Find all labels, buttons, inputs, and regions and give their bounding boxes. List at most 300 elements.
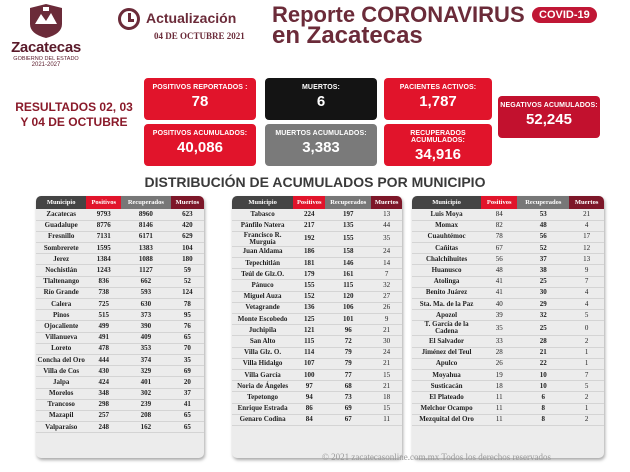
muertos-cell: 104 [171,243,204,254]
muertos-cell: 41 [171,399,204,410]
municipio-cell: Loreto [36,343,86,354]
municipio-cell: Concha del Oro [36,354,86,365]
positivos-cell: 39 [481,310,517,321]
muertos-cell: 180 [171,254,204,265]
column-header-muertos: Muertos [371,196,402,209]
municipio-cell: Genaro Codina [232,414,293,425]
municipio-cell: Valparaíso [36,422,86,433]
muertos-cell: 4 [569,220,604,231]
table-row [36,209,204,220]
table-row [232,280,402,291]
muertos-cell: 2 [569,392,604,403]
table-row [232,246,402,257]
column-header-recuperados: Recuperados [121,196,171,209]
title-line-2: en Zacatecas [272,22,423,49]
municipio-cell: Fresnillo [36,231,86,242]
recuperados-cell: 1127 [121,265,171,276]
municipio-cell: Noria de Ángeles [232,381,293,392]
table-row [36,299,204,310]
positivos-cell: 155 [293,280,325,291]
table-row [36,220,204,231]
recuperados-cell: 1383 [121,243,171,254]
positivos-cell: 1595 [86,243,121,254]
municipio-cell: Cuauhtémoc [412,231,481,242]
positivos-cell: 348 [86,388,121,399]
municipio-cell: Sombrerete [36,243,86,254]
positivos-cell: 136 [293,302,325,313]
municipio-cell: Benito Juárez [412,287,481,298]
positivos-cell: 82 [481,220,517,231]
muertos-cell: 70 [171,343,204,354]
recuperados-cell: 374 [121,354,171,365]
table-row [412,369,604,380]
muertos-cell: 35 [371,231,402,246]
recuperados-cell: 6 [517,392,569,403]
recuperados-cell: 8 [517,414,569,425]
municipio-cell: Morelos [36,388,86,399]
recuperados-cell: 73 [325,392,371,403]
muertos-cell: 27 [371,291,402,302]
positivos-cell: 444 [86,354,121,365]
muertos-cell: 1 [569,347,604,358]
municipio-cell: Vetagrande [232,302,293,313]
muertos-cell: 15 [371,403,402,414]
table-row [412,209,604,220]
table-row [36,354,204,365]
muertos-cell: 44 [371,220,402,231]
recuperados-cell: 302 [121,388,171,399]
table-row [412,254,604,265]
positivos-cell: 186 [293,246,325,257]
positivos-cell: 257 [86,410,121,421]
report-title [272,2,628,48]
recuperados-cell: 37 [517,254,569,265]
column-header-municipio: Municipio [232,196,293,209]
muertos-cell: 76 [171,321,204,332]
table-row [412,347,604,358]
stat-label: RECUPERADOS ACUMULADOS: [410,130,466,144]
positivos-cell: 86 [293,403,325,414]
stat-label: NEGATIVOS ACUMULADOS: [500,102,598,109]
recuperados-cell: 239 [121,399,171,410]
table-row [412,220,604,231]
recuperados-cell: 6171 [121,231,171,242]
state-seal-icon [26,4,66,38]
stat-pacientes-activos [384,78,492,120]
resultados-line-2: Y 04 DE OCTUBRE [20,115,128,129]
municipio-cell: Trancoso [36,399,86,410]
table-row [412,265,604,276]
stat-recuperados-acumulados [384,124,492,166]
positivos-cell: 26 [481,358,517,369]
positivos-cell: 84 [293,414,325,425]
muertos-cell: 24 [371,246,402,257]
positivos-cell: 114 [293,347,325,358]
table-row [36,265,204,276]
recuperados-cell: 409 [121,332,171,343]
recuperados-cell: 373 [121,310,171,321]
muertos-cell: 18 [371,392,402,403]
municipio-cell: Calera [36,299,86,310]
positivos-cell: 41 [481,276,517,287]
table-row [412,287,604,298]
table-row [36,422,204,433]
table-row [232,209,402,220]
table-row [232,414,402,425]
muertos-cell: 95 [171,310,204,321]
logo-sub: GOBIERNO DEL ESTADO [13,56,79,62]
recuperados-cell: 21 [517,347,569,358]
positivos-cell: 40 [481,299,517,310]
muertos-cell: 2 [569,336,604,347]
muertos-cell: 59 [171,265,204,276]
municipio-cell: Río Grande [36,287,86,298]
positivos-cell: 499 [86,321,121,332]
recuperados-cell: 67 [325,414,371,425]
table-row [36,231,204,242]
positivos-cell: 56 [481,254,517,265]
municipio-cell: Mezquital del Oro [412,414,481,425]
municipio-cell: Chalchihuites [412,254,481,265]
muertos-cell: 623 [171,209,204,220]
municipality-table-1 [36,196,204,458]
muertos-cell: 21 [371,358,402,369]
stat-value: 3,383 [302,139,340,156]
positivos-cell: 430 [86,366,121,377]
recuperados-cell: 115 [325,280,371,291]
positivos-cell: 115 [293,336,325,347]
muertos-cell: 21 [371,325,402,336]
positivos-cell: 1384 [86,254,121,265]
logo [4,4,88,76]
municipio-cell: Mazapil [36,410,86,421]
municipio-cell: T. García de la Cadena [412,321,481,336]
recuperados-cell: 162 [121,422,171,433]
update-date: 04 DE OCTUBRE 2021 [154,31,245,41]
table-row [232,314,402,325]
positivos-cell: 67 [481,243,517,254]
column-header-positivos: Positivos [293,196,325,209]
municipio-cell: Momax [412,220,481,231]
positivos-cell: 100 [293,369,325,380]
table-row [412,243,604,254]
municipio-cell: Ojocaliente [36,321,86,332]
stat-value: 34,916 [415,146,461,163]
positivos-cell: 78 [481,231,517,242]
stat-value: 52,245 [526,111,572,128]
muertos-cell: 52 [171,276,204,287]
table-row [412,299,604,310]
recuperados-cell: 79 [325,358,371,369]
muertos-cell: 7 [371,269,402,280]
positivos-cell: 28 [481,347,517,358]
muertos-cell: 124 [171,287,204,298]
table-row [232,302,402,313]
recuperados-cell: 146 [325,258,371,269]
table-row [36,366,204,377]
municipio-cell: Atolinga [412,276,481,287]
municipio-cell: Pánuco [232,280,293,291]
positivos-cell: 107 [293,358,325,369]
positivos-cell: 217 [293,220,325,231]
muertos-cell: 7 [569,276,604,287]
muertos-cell: 65 [171,410,204,421]
title-line-1: Reporte CORONAVIRUS [272,2,525,27]
table-row [232,358,402,369]
positivos-cell: 224 [293,209,325,220]
positivos-cell: 491 [86,332,121,343]
positivos-cell: 94 [293,392,325,403]
stat-negativos-acumulados [498,96,600,138]
table-row [232,258,402,269]
stat-positivos-acumulados [144,124,256,166]
recuperados-cell: 8960 [121,209,171,220]
muertos-cell: 21 [371,381,402,392]
logo-name: Zacatecas [11,39,81,56]
table-row [36,388,204,399]
municipality-table-2 [232,196,402,458]
muertos-cell: 37 [171,388,204,399]
muertos-cell: 35 [171,354,204,365]
stat-label: POSITIVOS ACUMULADOS: [152,130,248,137]
positivos-cell: 192 [293,231,325,246]
recuperados-cell: 390 [121,321,171,332]
recuperados-cell: 120 [325,291,371,302]
municipio-cell: Tepetongo [232,392,293,403]
municipio-cell: Villanueva [36,332,86,343]
table-row [412,403,604,414]
table-row [36,243,204,254]
municipio-cell: Jalpa [36,377,86,388]
table-row [36,332,204,343]
muertos-cell: 65 [171,422,204,433]
recuperados-cell: 106 [325,302,371,313]
positivos-cell: 7131 [86,231,121,242]
recuperados-cell: 158 [325,246,371,257]
table-row [36,287,204,298]
muertos-cell: 1 [569,403,604,414]
column-header-recuperados: Recuperados [517,196,569,209]
positivos-cell: 424 [86,377,121,388]
recuperados-cell: 10 [517,381,569,392]
municipio-cell: Juchipila [232,325,293,336]
table-row [232,325,402,336]
muertos-cell: 13 [569,254,604,265]
recuperados-cell: 53 [517,209,569,220]
table-row [232,392,402,403]
municipio-cell: Miguel Auza [232,291,293,302]
recuperados-cell: 77 [325,369,371,380]
positivos-cell: 152 [293,291,325,302]
positivos-cell: 11 [481,414,517,425]
table-row [412,321,604,336]
positivos-cell: 41 [481,287,517,298]
stat-value: 1,787 [419,93,457,110]
column-header-municipio: Municipio [36,196,86,209]
covid-badge: COVID-19 [532,7,597,23]
column-header-positivos: Positivos [481,196,517,209]
muertos-cell: 4 [569,287,604,298]
municipio-cell: Villa Hidalgo [232,358,293,369]
recuperados-cell: 10 [517,369,569,380]
recuperados-cell: 96 [325,325,371,336]
table-row [36,321,204,332]
muertos-cell: 32 [371,280,402,291]
muertos-cell: 629 [171,231,204,242]
table-row [412,336,604,347]
muertos-cell: 2 [569,414,604,425]
recuperados-cell: 79 [325,347,371,358]
table-header-row [36,196,204,209]
table-row [36,410,204,421]
municipio-cell: Melchor Ocampo [412,403,481,414]
recuperados-cell: 161 [325,269,371,280]
recuperados-cell: 135 [325,220,371,231]
table-row [412,358,604,369]
municipio-cell: Villa Glz. O. [232,347,293,358]
logo-years: 2021-2027 [31,62,61,68]
muertos-cell: 4 [569,299,604,310]
muertos-cell: 12 [569,243,604,254]
municipio-cell: Monte Escobedo [232,314,293,325]
positivos-cell: 11 [481,392,517,403]
municipio-cell: Cañitas [412,243,481,254]
recuperados-cell: 52 [517,243,569,254]
table-row [412,381,604,392]
recuperados-cell: 1088 [121,254,171,265]
table-row [36,310,204,321]
recuperados-cell: 25 [517,276,569,287]
positivos-cell: 1243 [86,265,121,276]
recuperados-cell: 208 [121,410,171,421]
table-row [232,403,402,414]
municipio-cell: Tepechitlán [232,258,293,269]
stat-value: 78 [191,93,209,110]
municipio-cell: Tabasco [232,209,293,220]
muertos-cell: 14 [371,258,402,269]
recuperados-cell: 662 [121,276,171,287]
muertos-cell: 0 [569,321,604,336]
recuperados-cell: 630 [121,299,171,310]
municipio-cell: Sta. Ma. de la Paz [412,299,481,310]
column-header-positivos: Positivos [86,196,121,209]
muertos-cell: 1 [569,358,604,369]
stat-positivos-reportados [144,78,256,120]
header [0,0,630,78]
muertos-cell: 24 [371,347,402,358]
table-row [232,347,402,358]
positivos-cell: 19 [481,369,517,380]
table-header-row [232,196,402,209]
muertos-cell: 5 [569,310,604,321]
positivos-cell: 725 [86,299,121,310]
muertos-cell: 69 [171,366,204,377]
table-row [232,231,402,246]
table-row [232,269,402,280]
muertos-cell: 20 [171,377,204,388]
municipio-cell: San Alto [232,336,293,347]
stat-label: MUERTOS: [301,84,340,91]
municipality-table-3 [412,196,604,458]
municipio-cell: Juan Aldama [232,246,293,257]
muertos-cell: 78 [171,299,204,310]
municipio-cell: Francisco R. Murguía [232,231,293,246]
resultados-heading [8,100,140,130]
municipio-cell: Pinos [36,310,86,321]
positivos-cell: 33 [481,336,517,347]
table-row [232,291,402,302]
muertos-cell: 15 [371,369,402,380]
positivos-cell: 121 [293,325,325,336]
stat-value: 40,086 [177,139,223,156]
muertos-cell: 9 [569,265,604,276]
table-row [36,399,204,410]
stat-muertos-acumulados [265,124,377,166]
muertos-cell: 5 [569,381,604,392]
recuperados-cell: 29 [517,299,569,310]
positivos-cell: 18 [481,381,517,392]
positivos-cell: 97 [293,381,325,392]
table-row [36,254,204,265]
positivos-cell: 48 [481,265,517,276]
recuperados-cell: 48 [517,220,569,231]
recuperados-cell: 68 [325,381,371,392]
positivos-cell: 298 [86,399,121,410]
update-title: Actualización [146,10,237,26]
municipio-cell: Apulco [412,358,481,369]
positivos-cell: 738 [86,287,121,298]
recuperados-cell: 32 [517,310,569,321]
muertos-cell: 30 [371,336,402,347]
municipio-cell: Nochistlán [36,265,86,276]
recuperados-cell: 8 [517,403,569,414]
muertos-cell: 26 [371,302,402,313]
positivos-cell: 181 [293,258,325,269]
municipio-cell: Teúl de Glz.O. [232,269,293,280]
positivos-cell: 515 [86,310,121,321]
recuperados-cell: 353 [121,343,171,354]
municipio-cell: Zacatecas [36,209,86,220]
recuperados-cell: 197 [325,209,371,220]
update-block [118,6,258,46]
municipio-cell: Tlaltenango [36,276,86,287]
copyright-footer: © 2021 zacatecasonline.com.mx Todos los derechos reservados [322,452,551,462]
table-row [412,276,604,287]
municipio-cell: El Salvador [412,336,481,347]
table-row [412,414,604,425]
positivos-cell: 11 [481,403,517,414]
table-row [412,392,604,403]
column-header-muertos: Muertos [569,196,604,209]
muertos-cell: 420 [171,220,204,231]
stat-muertos [265,78,377,120]
table-row [232,381,402,392]
muertos-cell: 11 [371,414,402,425]
recuperados-cell: 28 [517,336,569,347]
column-header-muertos: Muertos [171,196,204,209]
table-row [412,310,604,321]
recuperados-cell: 38 [517,265,569,276]
column-header-recuperados: Recuperados [325,196,371,209]
table-row [232,220,402,231]
municipio-cell: Villa García [232,369,293,380]
table-row [36,377,204,388]
positivos-cell: 478 [86,343,121,354]
recuperados-cell: 155 [325,231,371,246]
municipio-cell: Moyahua [412,369,481,380]
muertos-cell: 17 [569,231,604,242]
municipio-cell: Villa de Cos [36,366,86,377]
